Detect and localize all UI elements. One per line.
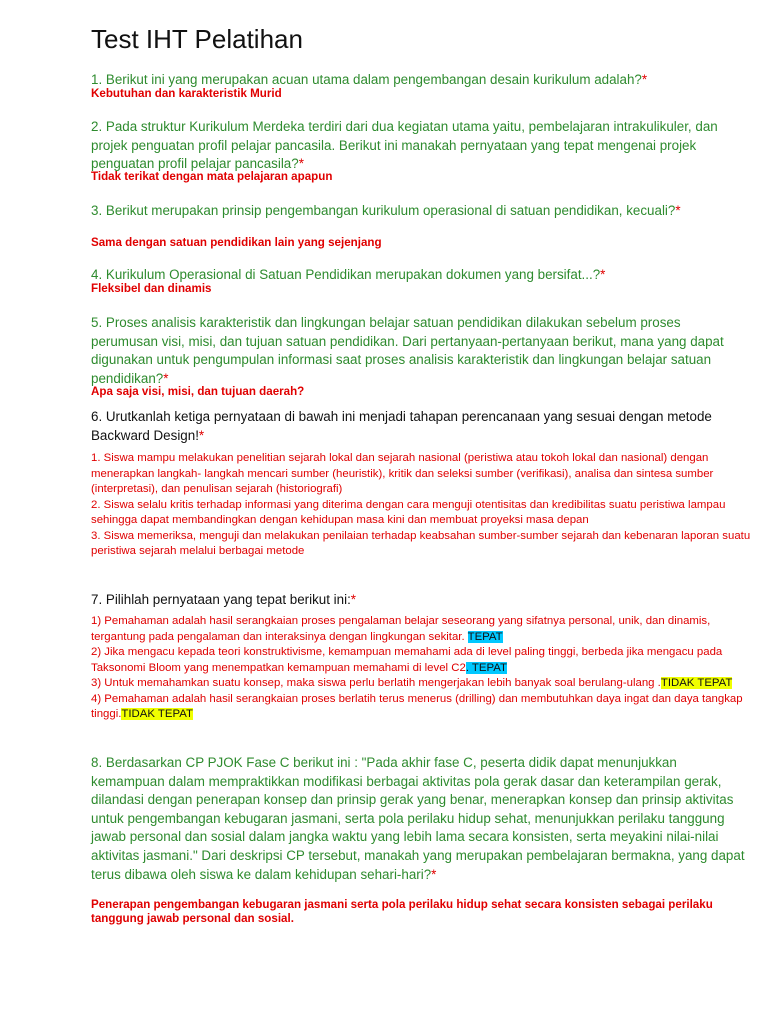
option-text: 4) Pemahaman adalah hasil serangkaian proses berlatih terus menerus (drilling) dan membutuhkan daya ingat dan daya tangkap tinggi. bbox=[91, 692, 743, 720]
question-text: 6. Urutkanlah ketiga pernyataan di bawah ini menjadi tahapan perencanaan yang sesuai dengan metode Backward Design! bbox=[91, 409, 712, 443]
list-item: 3. Siswa memeriksa, menguji dan melakukan penilaian terhadap keabsahan sumber-sumber sejarah dan kebenaran laporan suatu peristiwa sejarah melalui berbagai metode bbox=[91, 529, 751, 557]
required-marker: * bbox=[431, 866, 437, 882]
list-item bbox=[91, 692, 751, 723]
required-marker: * bbox=[641, 72, 648, 87]
required-marker: * bbox=[350, 592, 357, 607]
option-text: 1) Pemahaman adalah hasil serangkaian proses pengalaman belajar seseorang yang sifatnya personal, unik, dan dinamis, tergantung pada pengalaman dan interaksinya dengan lingkungan sekitar. bbox=[91, 615, 711, 643]
required-marker: * bbox=[198, 427, 205, 443]
question-5 bbox=[91, 314, 751, 388]
list-item: 1. Siswa mampu melakukan penelitian sejarah lokal dan sejarah nasional (peristiwa atau tokoh lokal dan nasional) dengan menerapkan langkah- langkah mencari sumber (heuristik), kritik dan seleksi sumber (verifikasi), analisa dan sintesa sumber (interpretasi), dan penulisan sejarah (historiografi) bbox=[91, 452, 714, 495]
question-6 bbox=[91, 408, 751, 445]
question-2 bbox=[91, 118, 751, 174]
question-text: 7. Pilihlah pernyataan yang tepat berikut ini: bbox=[91, 592, 351, 607]
option-text: 2) Jika mengacu kepada teori konstruktivisme, kemampuan memahami ada di level paling tinggi, berbeda jika mengacu pada Taksonomi Bloom yang menempatkan kemampuan memahami di level C2 bbox=[91, 646, 723, 674]
required-marker: * bbox=[600, 267, 606, 282]
required-marker: * bbox=[675, 203, 681, 218]
option-text: 3) Untuk memahamkan suatu konsep, maka siswa perlu berlatih mengerjakan lebih banyak soal berulang-ulang . bbox=[91, 677, 661, 689]
answer-3: Sama dengan satuan pendidikan lain yang sejenjang bbox=[91, 236, 382, 249]
list-item bbox=[91, 614, 751, 645]
question-text: 2. Pada struktur Kurikulum Merdeka terdiri dari dua kegiatan utama yaitu, pembelajaran intrakulikuler, dan projek penguatan profil pelajar pancasila. Berikut ini manakah pernyataan yang tepat mengenai projek penguatan profil pelajar pancasila? bbox=[91, 119, 718, 172]
answer-8: Penerapan pengembangan kebugaran jasmani serta pola perilaku hidup sehat secara konsisten sebagai perilaku tanggung jawab personal dan sosial. bbox=[91, 898, 713, 925]
required-marker: * bbox=[163, 370, 169, 386]
question-text: 4. Kurikulum Operasional di Satuan Pendidikan merupakan dokumen yang bersifat...? bbox=[91, 267, 601, 282]
question-6-options bbox=[91, 451, 751, 560]
question-text: 1. Berikut ini yang merupakan acuan utama dalam pengembangan desain kurikulum adalah? bbox=[91, 72, 642, 87]
question-text: 3. Berikut merupakan prinsip pengembangan kurikulum operasional di satuan pendidikan, kecuali? bbox=[91, 203, 676, 218]
verdict-label: TIDAK TEPAT bbox=[660, 677, 733, 689]
page-title: Test IHT Pelatihan bbox=[91, 24, 303, 54]
list-item bbox=[91, 676, 751, 692]
verdict-label: . TEPAT bbox=[465, 661, 507, 674]
answer-4: Fleksibel dan dinamis bbox=[91, 282, 212, 295]
question-3 bbox=[91, 202, 681, 221]
verdict-label: TEPAT bbox=[467, 630, 503, 643]
question-7-options bbox=[91, 614, 751, 723]
required-marker: * bbox=[298, 156, 304, 172]
verdict-label: TIDAK TEPAT bbox=[121, 708, 193, 720]
answer-2: Tidak terikat dengan mata pelajaran apapun bbox=[91, 170, 333, 183]
answer-5: Apa saja visi, misi, dan tujuan daerah? bbox=[91, 385, 305, 398]
question-text: 5. Proses analisis karakteristik dan lingkungan belajar satuan pendidikan dilakukan sebelum proses perumusan visi, misi, dan tujuan satuan pendidikan. Dari pertanyaan-pertanyaan berikut, mana yang dapat digunakan untuk pengumpulan informasi saat proses analisis karakteristik dan lingkungan belajar satuan pendidikan? bbox=[91, 315, 724, 386]
question-8 bbox=[91, 754, 751, 884]
question-text: 8. Berdasarkan CP PJOK Fase C berikut ini : "Pada akhir fase C, peserta didik dapat menunjukkan kemampuan dalam mempraktikkan modifikasi berbagai aktivitas pola gerak dasar dan keterampilan gerak, dilandasi dengan penerapan konsep dan prinsip gerak yang benar, menerapkan konsep dan prinsip aktivitas untuk pengembangan kebugaran jasmani, serta pola perilaku hidup sehat, menunjukkan perilaku tanggung jawab personal dan sosial dalam jangka waktu yang lebih lama secara konsisten, serta meyakini nilai-nilai aktivitas jasmani." Dari deskripsi CP tersebut, manakah yang merupakan pembelajaran bermakna, yang dapat terus dibawa oleh siswa ke dalam kehidupan sehari-hari? bbox=[91, 755, 745, 882]
question-7 bbox=[91, 591, 356, 610]
list-item: 2. Siswa selalu kritis terhadap informasi yang diterima dengan cara menguji otentisitas dan kredibilitas suatu peristiwa lampau sehingga dapat membandingkan dengan kehidupan masa kini dan membuat proyeksi masa depan bbox=[91, 498, 726, 526]
list-item bbox=[91, 645, 751, 676]
answer-1: Kebutuhan dan karakteristik Murid bbox=[91, 87, 282, 100]
